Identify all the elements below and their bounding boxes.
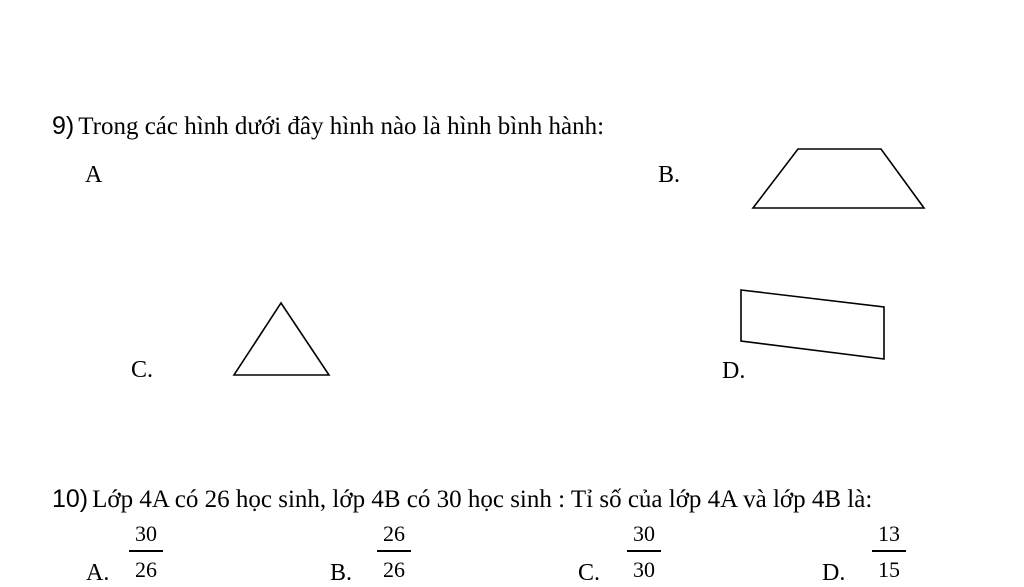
- fraction-numerator: 30: [633, 521, 655, 546]
- question-9: [52, 112, 604, 141]
- fraction-bar: [872, 550, 906, 552]
- q10-option-a-label[interactable]: A.: [86, 560, 110, 586]
- q10-option-b-label[interactable]: B.: [330, 560, 353, 586]
- q9-option-d-label[interactable]: D.: [722, 358, 746, 384]
- q10-option-d-label[interactable]: D.: [822, 560, 846, 586]
- trapezoid-shape[interactable]: [751, 146, 927, 210]
- question-10-number: 10): [52, 485, 89, 513]
- fraction-bar: [377, 550, 411, 552]
- fraction-denominator: 26: [383, 557, 405, 582]
- fraction-bar: [129, 550, 163, 552]
- question-10-text: Lớp 4A có 26 học sinh, lớp 4B có 30 học sinh : Tỉ số của lớp 4A và lớp 4B là:: [92, 486, 873, 513]
- q10-option-d-fraction[interactable]: [872, 522, 906, 582]
- q9-option-b-label[interactable]: B.: [658, 162, 681, 188]
- triangle-shape[interactable]: [232, 301, 332, 377]
- fraction-numerator: 30: [135, 521, 157, 546]
- q10-option-b-fraction[interactable]: [377, 522, 411, 582]
- question-9-number: 9): [52, 112, 75, 140]
- q10-option-c-label[interactable]: C.: [578, 560, 601, 586]
- q10-option-c-fraction[interactable]: [627, 522, 661, 582]
- fraction-bar: [627, 550, 661, 552]
- q9-option-a-label[interactable]: A: [85, 162, 103, 188]
- fraction-denominator: 30: [633, 557, 655, 582]
- fraction-denominator: 15: [878, 557, 900, 582]
- q10-option-a-fraction[interactable]: [129, 522, 163, 582]
- fraction-numerator: 13: [878, 521, 900, 546]
- question-9-text: Trong các hình dưới đây hình nào là hình bình hành:: [78, 113, 605, 140]
- parallelogram-shape[interactable]: [739, 288, 887, 362]
- fraction-denominator: 26: [135, 557, 157, 582]
- question-10: [52, 485, 872, 514]
- fraction-numerator: 26: [383, 521, 405, 546]
- q9-option-c-label[interactable]: C.: [131, 357, 154, 383]
